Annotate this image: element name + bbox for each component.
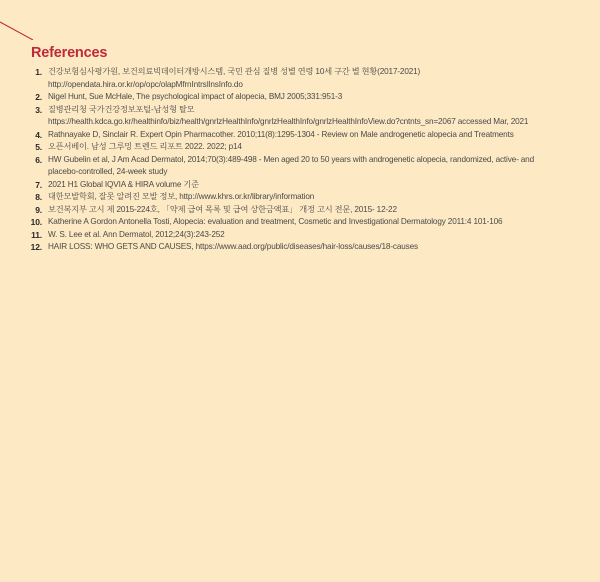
reference-number: 8. — [35, 192, 42, 202]
reference-number: 5. — [35, 142, 42, 152]
reference-text: 대한모발학회, 잘못 알려진 모발 정보, http://www.khrs.or.kr/library/information — [48, 192, 315, 201]
reference-item-4 — [0, 129, 600, 142]
reference-number: 11. — [31, 229, 42, 240]
reference-item-6 — [0, 154, 600, 179]
reference-number: 1. — [35, 67, 42, 77]
corner-decoration-line — [0, 0, 40, 40]
reference-number: 6. — [35, 154, 42, 165]
reference-number: 3. — [35, 104, 42, 115]
reference-number: 9. — [35, 204, 42, 215]
reference-item-2 — [0, 91, 600, 104]
reference-number: 12. — [30, 242, 42, 252]
reference-item-11 — [0, 229, 600, 242]
reference-item-1 — [0, 66, 600, 91]
reference-text: 보건복지부 고시 제 2015-224호, 「약제 급여 목록 및 급여 상한금액표」 개정 고시 전문, 2015- 12-22 — [48, 204, 397, 214]
reference-item-5 — [0, 141, 600, 154]
reference-text: Rathnayake D, Sinclair R. Expert Opin Pharmacother. 2010;11(8):1295-1304 - Review on Male androgenetic alopecia and Treatments — [48, 129, 514, 139]
reference-text: W. S. Lee et al. Ann Dermatol, 2012;24(3):243-252 — [48, 229, 225, 239]
reference-text: 건강보험심사평가원, 보건의료빅데이터개방시스템, 국민 관심 질병 성별 연령 10세 구간 별 현황(2017-2021) — [48, 67, 421, 76]
reference-number: 4. — [35, 129, 42, 140]
reference-item-10 — [0, 216, 600, 229]
reference-text: HAIR LOSS: WHO GETS AND CAUSES, https://www.aad.org/public/diseases/hair-loss/causes/18-causes — [48, 242, 418, 251]
reference-number: 2. — [35, 92, 42, 102]
reference-text: Nigel Hunt, Sue McHale, The psychological impact of alopecia, BMJ 2005;331:951-3 — [48, 92, 343, 101]
reference-item-7 — [0, 179, 600, 192]
reference-item-12 — [0, 241, 600, 254]
reference-text: HW Gubelin et al, J Am Acad Dermatol, 2014;70(3):489-498 - Men aged 20 to 50 years with androgenetic alopecia, randomized, active- and — [48, 154, 534, 164]
reference-item-8 — [0, 191, 600, 204]
reference-text: 질병관리청 국가건강정보포털-남성형 탈모 — [48, 104, 195, 114]
reference-url[interactable]: https://health.kdca.go.kr/healthinfo/biz/health/gnrlzHealthInfo/gnrlzHealthInfo/gnrlzHealthInfoView.do?cntnts_sn=2067 accessed Mar, 2021 — [48, 117, 529, 126]
reference-text: 2021 H1 Global IQVIA & HIRA volume 기준 — [48, 179, 199, 189]
reference-number: 10. — [30, 217, 42, 227]
reference-item-3 — [0, 104, 600, 129]
reference-text: 오픈서베이. 남성 그루밍 트렌드 리포트 2022. 2022; p14 — [48, 142, 242, 151]
references-list — [0, 66, 600, 254]
references-heading: References — [31, 45, 108, 61]
reference-text: Katherine A Gordon Antonella Tosti, Alopecia: evaluation and treatment, Cosmetic and Investigational Dermatology 2011:4 101-106 — [48, 217, 503, 226]
reference-number: 7. — [35, 179, 42, 190]
reference-url[interactable]: http://opendata.hira.or.kr/op/opc/olapMfrnIntrsIlnsInfo.do — [48, 79, 243, 89]
reference-item-9 — [0, 204, 600, 217]
reference-text-continued: placebo-controlled, 24-week study — [48, 167, 168, 176]
